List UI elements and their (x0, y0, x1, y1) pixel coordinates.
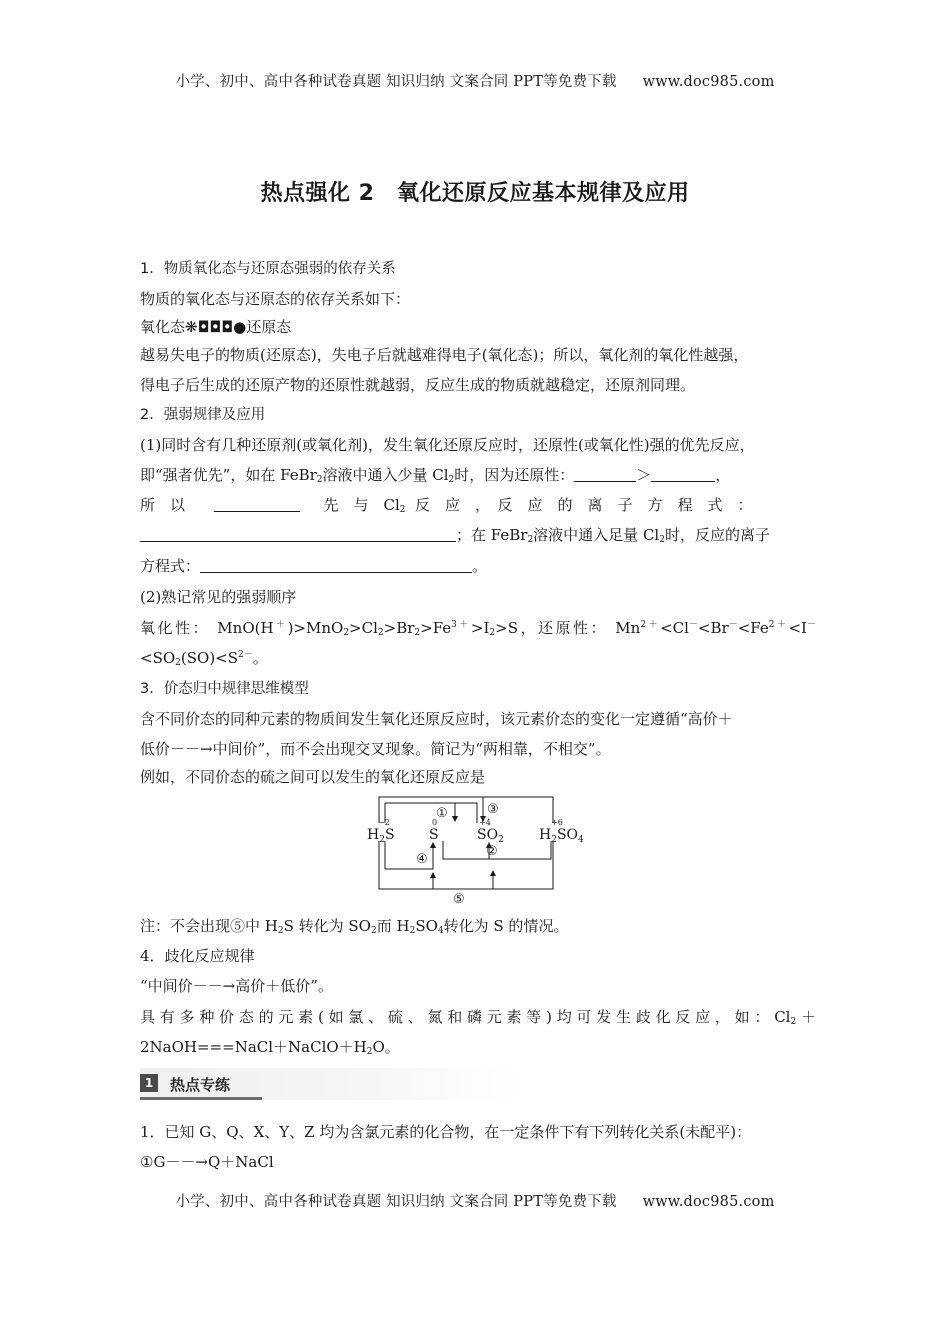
s1-intro: 物质的氧化态与还原态的依存关系如下： (140, 290, 411, 308)
label-circled-1: ① (436, 806, 448, 821)
answer-blank-5[interactable] (200, 557, 472, 573)
s4-p2: 具有多种价态的元素(如氯、硫、氮和磷元素等)均可发生歧化反应，如：$Cl_2+$ (140, 1008, 816, 1027)
species-so2: $SO_2$ (477, 827, 504, 845)
header-text: 小学、初中、高中各种试卷真题 知识归纳 文案合同 PPT等免费下载 (175, 74, 617, 90)
section-4-heading: 4．歧化反应规律 (140, 947, 255, 965)
species-h2s: $H_2S$ (367, 827, 395, 845)
banner-underline (140, 1097, 262, 1100)
diagram-line-1b (455, 803, 477, 823)
practice-banner (140, 1068, 520, 1100)
s2-p3: 所 以 先 与 $Cl_2$ 反 应 ， 反 应 的 离 子 方 程 式 ： (140, 496, 753, 515)
answer-blank-2[interactable] (651, 466, 715, 482)
diagram-line-outer (379, 797, 553, 823)
valence-minus2: −2 (378, 818, 390, 827)
section-number-icon: 1 (140, 1074, 158, 1092)
answer-blank-4[interactable] (140, 526, 456, 542)
banner-label: 热点专练 (170, 1076, 231, 1094)
s2-p6: (2)熟记常见的强弱顺序 (140, 588, 297, 606)
answer-blank-1[interactable] (574, 466, 636, 482)
s1-para2: 得电子后生成的还原产物的还原性就越弱，反应生成的物质就越稳定，还原剂同理。 (140, 376, 696, 394)
label-circled-3: ③ (487, 802, 499, 817)
label-circled-5: ⑤ (453, 892, 465, 907)
s1-relation: 氧化态❋◘◘◘●还原态 (140, 318, 292, 336)
section-2-heading: 2．强弱规律及应用 (140, 407, 266, 423)
page-title: 热点强化 2 氧化还原反应基本规律及应用 (260, 181, 690, 206)
s3-note: 注：不会出现⑤中 $H_2S$ 转化为 $SO_2$而 $H_2SO_4$转化为 S 的情况。 (140, 917, 569, 936)
s2-p5: 方程式： 。 (140, 557, 488, 575)
label-circled-4: ④ (416, 852, 428, 867)
s3-p2: 低价－－→中间价”，而不会出现交叉现象。简记为“两相靠，不相交”。 (140, 740, 611, 758)
s2-p4: ；在 FeBr$_2$溶液中通入足量 $Cl_2$时，反应的离子 (140, 524, 816, 546)
exercise-q1-item1: ①G－－→Q＋NaCl (140, 1153, 274, 1171)
header-url[interactable]: www.doc985.com (642, 74, 775, 90)
section-1-heading: 1．物质氧化态与还原态强弱的依存关系 (140, 261, 396, 277)
page-header (0, 70, 950, 91)
s3-p3: 例如，不同价态的硫之间可以发生的氧化还原反应是 (140, 768, 486, 786)
valence-plus4: +4 (479, 818, 491, 827)
s2-p2: 即“强者优先”，如在 FeBr$_2$溶液中通入少量 $Cl_2$时，因为还原性： ＞ ， (140, 466, 731, 485)
sulfur-valence-diagram (363, 793, 593, 907)
s1-para1: 越易失电子的物质(还原态)，失电子后就越难得电子(氧化态)；所以，氧化剂的氧化性越强， (140, 346, 749, 364)
s4-p3: $2NaOH===NaCl+NaClO+H_2O$。 (140, 1038, 400, 1057)
valence-0: 0 (432, 818, 438, 827)
diagram-line-5 (379, 841, 553, 889)
s2-p1: (1)同时含有几种还原剂(或氧化剂)，发生氧化还原反应时，还原性(或氧化性)强的优先反应， (140, 436, 755, 454)
answer-blank-3[interactable] (214, 496, 300, 512)
s3-p1: 含不同价态的同种元素的物质间发生氧化还原反应时，该元素价态的变化一定遵循“高价＋ (140, 710, 733, 728)
section-3-heading: 3．价态归中规律思维模型 (140, 681, 309, 697)
exercise-q1: 1．已知 G、Q、X、Y、Z 均为含氯元素的化合物，在一定条件下有下列转化关系(未配平)： (140, 1123, 752, 1141)
footer-url[interactable]: www.doc985.com (642, 1194, 775, 1210)
s2-order-line: 氧化性： $MnO(H^+)>MnO_2>Cl_2>Br_2>Fe^{3+}>I_2>S$，还原性： $Mn^{2+}<Cl^-<Br^-<Fe^{2+}<I^-$ (140, 619, 816, 638)
species-s: S (429, 827, 439, 843)
s4-p1: “中间价－－→高价＋低价”。 (140, 977, 333, 995)
valence-plus6: +6 (551, 818, 563, 827)
species-h2so4: $H_2SO_4$ (539, 827, 584, 845)
footer-text: 小学、初中、高中各种试卷真题 知识归纳 文案合同 PPT等免费下载 (175, 1194, 617, 1210)
s2-order-line-2: $<SO_2(SO)<S^{2-}$。 (140, 649, 268, 668)
page-footer (0, 1190, 950, 1211)
label-circled-2: ② (486, 844, 498, 859)
